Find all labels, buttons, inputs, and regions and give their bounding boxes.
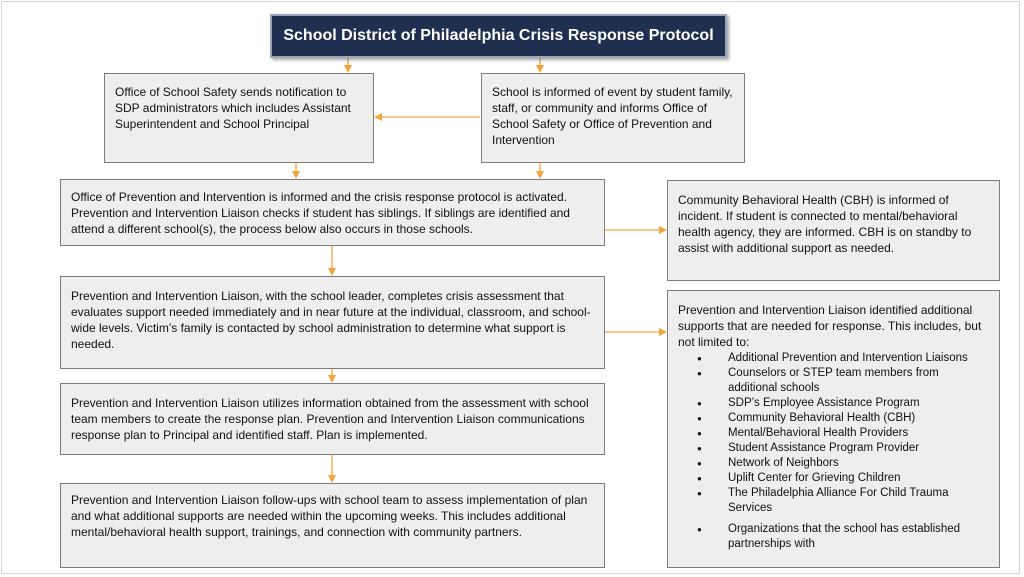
supports-list-item: ● Additional Prevention and Intervention Liaisons xyxy=(728,351,989,366)
node-safety-notification: Office of School Safety sends notification to SDP administrators which includes Assistant Superintendent and School Principal xyxy=(104,73,374,163)
supports-list-item: ● Organizations that the school has established partnerships with xyxy=(728,522,989,552)
supports-list xyxy=(678,351,989,552)
supports-list-item: ● Uplift Center for Grieving Children xyxy=(728,471,989,486)
supports-list-item: ● SDP’s Employee Assistance Program xyxy=(728,396,989,411)
diagram-title: School District of Philadelphia Crisis Response Protocol xyxy=(270,14,727,58)
node-school-informed: School is informed of event by student family, staff, or community and informs Office of School Safety or Office of Prevention and Intervention xyxy=(481,73,745,163)
supports-intro: Prevention and Intervention Liaison identified additional supports that are needed for response. This includes, but not limited to: xyxy=(678,303,982,349)
supports-list-item: ● Network of Neighbors xyxy=(728,456,989,471)
supports-list-item: ● Counselors or STEP team members from additional schools xyxy=(728,366,989,396)
node-crisis-assessment: Prevention and Intervention Liaison, with the school leader, completes crisis assessment that evaluates support needed immediately and in near future at the individual, classroom, and school-wide levels. Victim’s family is contacted by school administration to determine what support is needed. xyxy=(60,276,605,369)
node-cbh-informed: Community Behavioral Health (CBH) is informed of incident. If student is connected to mental/behavioral health agency, they are informed. CBH is on standby to assist with additional support as needed. xyxy=(667,180,1000,281)
node-protocol-activated: Office of Prevention and Intervention is informed and the crisis response protocol is activated. Prevention and Intervention Liaison checks if student has siblings. If siblings are identified and attend a different school(s), the process below also occurs in those schools. xyxy=(60,179,605,246)
node-additional-supports xyxy=(667,290,1000,568)
node-response-plan: Prevention and Intervention Liaison utilizes information obtained from the assessment with school team members to create the response plan. Prevention and Intervention Liaison communications response plan to Principal and identified staff. Plan is implemented. xyxy=(60,383,605,455)
supports-list-item: ● Student Assistance Program Provider xyxy=(728,441,989,456)
node-follow-up: Prevention and Intervention Liaison follow-ups with school team to assess implementation of plan and what additional supports are needed within the upcoming weeks. This includes additional mental/behavioral health support, trainings, and connection with community partners. xyxy=(60,483,605,568)
supports-list-item: ● Mental/Behavioral Health Providers xyxy=(728,426,989,441)
supports-list-item: ● The Philadelphia Alliance For Child Trauma Services xyxy=(728,486,989,516)
supports-list-item: ● Community Behavioral Health (CBH) xyxy=(728,411,989,426)
